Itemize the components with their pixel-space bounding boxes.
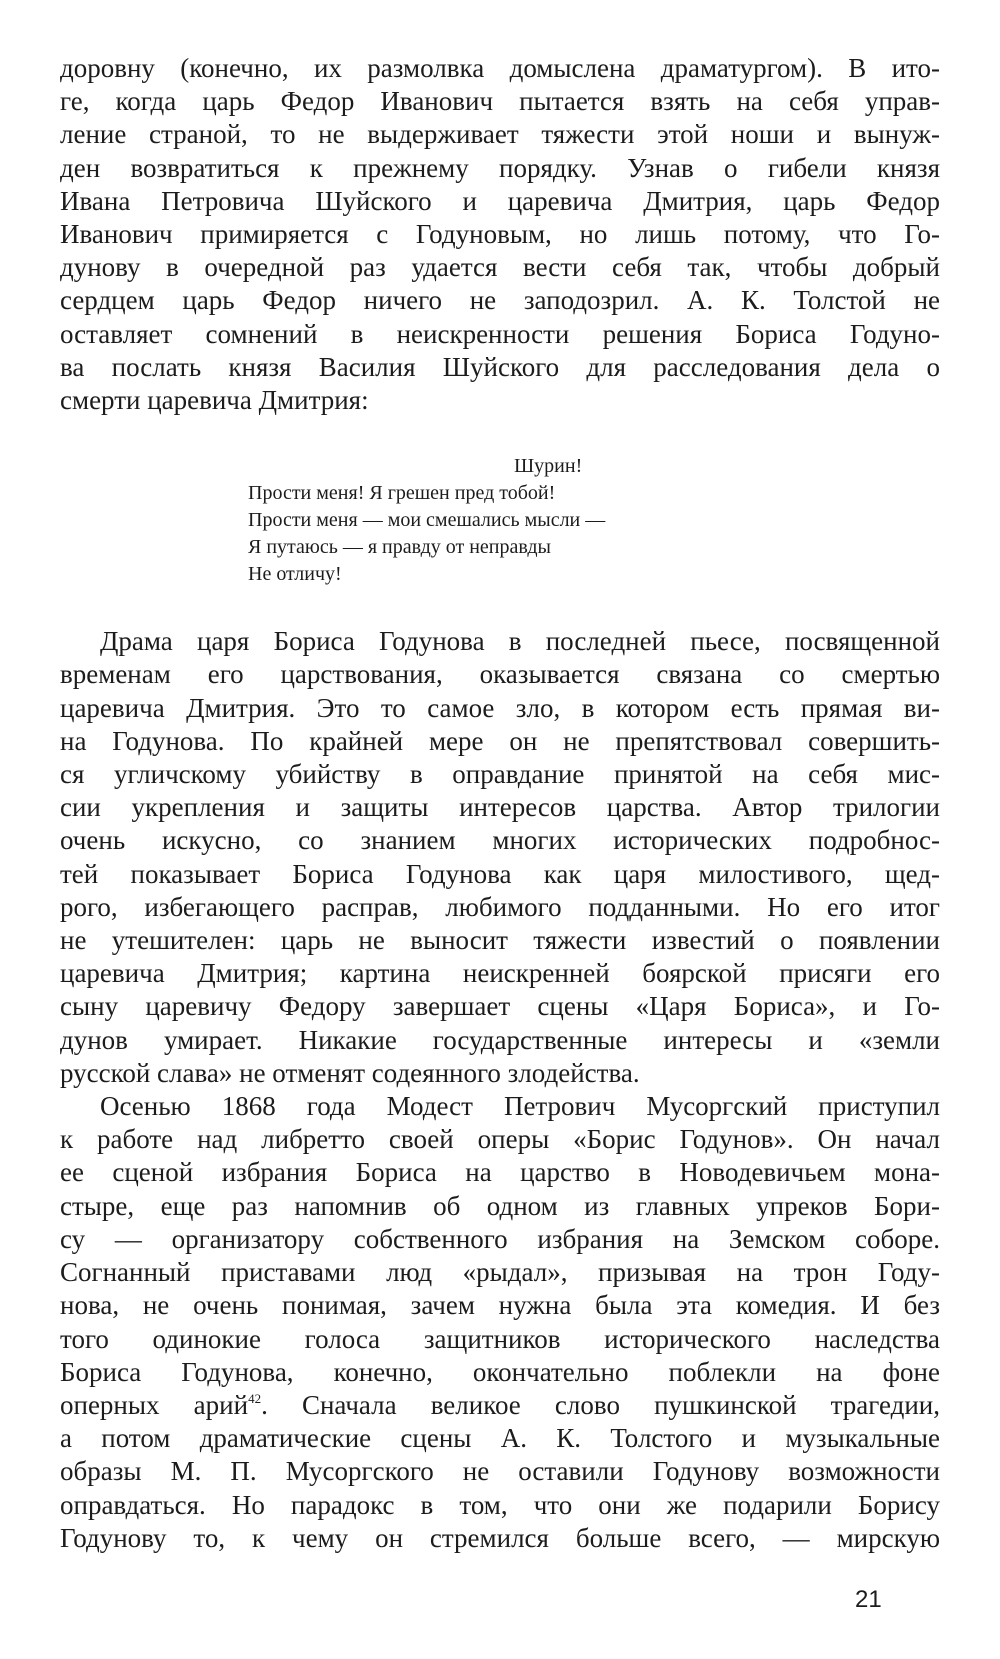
text-line: рого, избегающего расправ, любимого подданными. Но его итог	[60, 891, 940, 922]
text-line: оправдаться. Но парадокс в том, что они же подарили Борису	[60, 1489, 940, 1520]
text-line: временам его царствования, оказывается связана со смертью	[60, 659, 940, 690]
text-line: Бориса Годунова, конечно, окончательно поблекли на фоне	[60, 1356, 940, 1387]
paragraph-3	[60, 1090, 940, 1555]
text-line: сердцем царь Федор ничего не заподозрил. А. К. Толстой не	[60, 285, 940, 316]
paragraph-1	[60, 52, 940, 417]
poem-line: Не отличу!	[248, 563, 342, 586]
text-line: Ивана Петровича Шуйского и царевича Дмитрия, царь Федор	[60, 185, 940, 216]
poem-line: Я путаюсь — я правду от неправды	[248, 536, 551, 559]
text-line: образы М. П. Мусоргского не оставили Годунову возможности	[60, 1456, 940, 1487]
text-line: на Годунова. По крайней мере он не препятствовал совершить-	[60, 725, 940, 756]
text-fragment: оперных арий	[60, 1389, 249, 1420]
text-line: царевича Дмитрия. Это то самое зло, в котором есть прямая ви-	[60, 692, 940, 723]
poem-quote	[60, 453, 940, 588]
poem-line: Шурин!	[514, 455, 583, 478]
poem-line: Прости меня! Я грешен пред тобой!	[248, 482, 556, 505]
text-line: ге, когда царь Федор Иванович пытается взять на себя управ-	[60, 86, 940, 117]
text-line: оставляет сомнений в неискренности решения Бориса Годуно-	[60, 318, 940, 349]
text-line: того одинокие голоса защитников исторического наследства	[60, 1323, 940, 1354]
text-line: Согнанный приставами люд «рыдал», призывая на трон Году-	[60, 1257, 940, 1288]
poem-line: Прости меня — мои смешались мысли —	[248, 509, 606, 532]
footnote-ref[interactable]: 42	[248, 1390, 262, 1406]
text-line: царевича Дмитрия; картина неискренней боярской присяги его	[60, 958, 940, 989]
text-line: доровну (конечно, их размолвка домыслена драматургом). В ито-	[60, 53, 940, 83]
text-line: ся угличскому убийству в оправдание принятой на себя мис-	[60, 759, 940, 790]
text-line: русской слава» не отменят содеянного злодейства.	[60, 1057, 640, 1088]
text-line: стыре, еще раз напомнив об одном из главных упреков Бори-	[60, 1190, 940, 1221]
paragraph-2	[60, 625, 940, 1090]
text-fragment: . Сначала великое слово пушкинской трагедии,	[261, 1389, 941, 1420]
text-line: ден возвратиться к прежнему порядку. Узнав о гибели князя	[60, 152, 940, 183]
text-line: не утешителен: царь не выносит тяжести известий о появлении	[60, 925, 940, 956]
text-line: Драма царя Бориса Годунова в последней пьесе, посвященной	[100, 626, 940, 657]
text-line: ва послать князя Василия Шуйского для расследования дела о	[60, 351, 940, 382]
page-number: 21	[855, 1586, 882, 1613]
text-line: тей показывает Бориса Годунова как царя милостивого, щед-	[60, 858, 940, 889]
text-line: нова, не очень понимая, зачем нужна была эта комедия. И без	[60, 1290, 940, 1321]
text-line: Иванович примиряется с Годуновым, но лишь потому, что Го-	[60, 219, 940, 250]
text-line: очень искусно, со знанием многих исторических подробнос-	[60, 825, 940, 856]
text-line: смерти царевича Дмитрия:	[60, 385, 369, 416]
text-line: су — организатору собственного избрания на Земском соборе.	[60, 1223, 940, 1254]
text-line: дунов умирает. Никакие государственные интересы и «земли	[60, 1024, 940, 1055]
text-line: к работе над либретто своей оперы «Борис Годунов». Он начал	[60, 1124, 940, 1155]
text-line: сыну царевичу Федору завершает сцены «Царя Бориса», и Го-	[60, 991, 940, 1022]
page-body	[60, 52, 940, 1555]
text-line-with-footnote	[60, 1389, 940, 1422]
text-line: Годунову то, к чему он стремился больше всего, — мирскую	[60, 1522, 940, 1553]
text-line: ее сценой избрания Бориса на царство в Новодевичьем мона-	[60, 1157, 940, 1188]
text-line: ление страной, то не выдерживает тяжести этой ноши и вынуж-	[60, 119, 940, 150]
text-line: сии укрепления и защиты интересов царства. Автор трилогии	[60, 792, 940, 823]
text-line: дунову в очередной раз удается вести себя так, чтобы добрый	[60, 252, 940, 283]
text-line: а потом драматические сцены А. К. Толстого и музыкальные	[60, 1423, 940, 1454]
text-line: Осенью 1868 года Модест Петрович Мусоргский приступил	[100, 1091, 940, 1122]
